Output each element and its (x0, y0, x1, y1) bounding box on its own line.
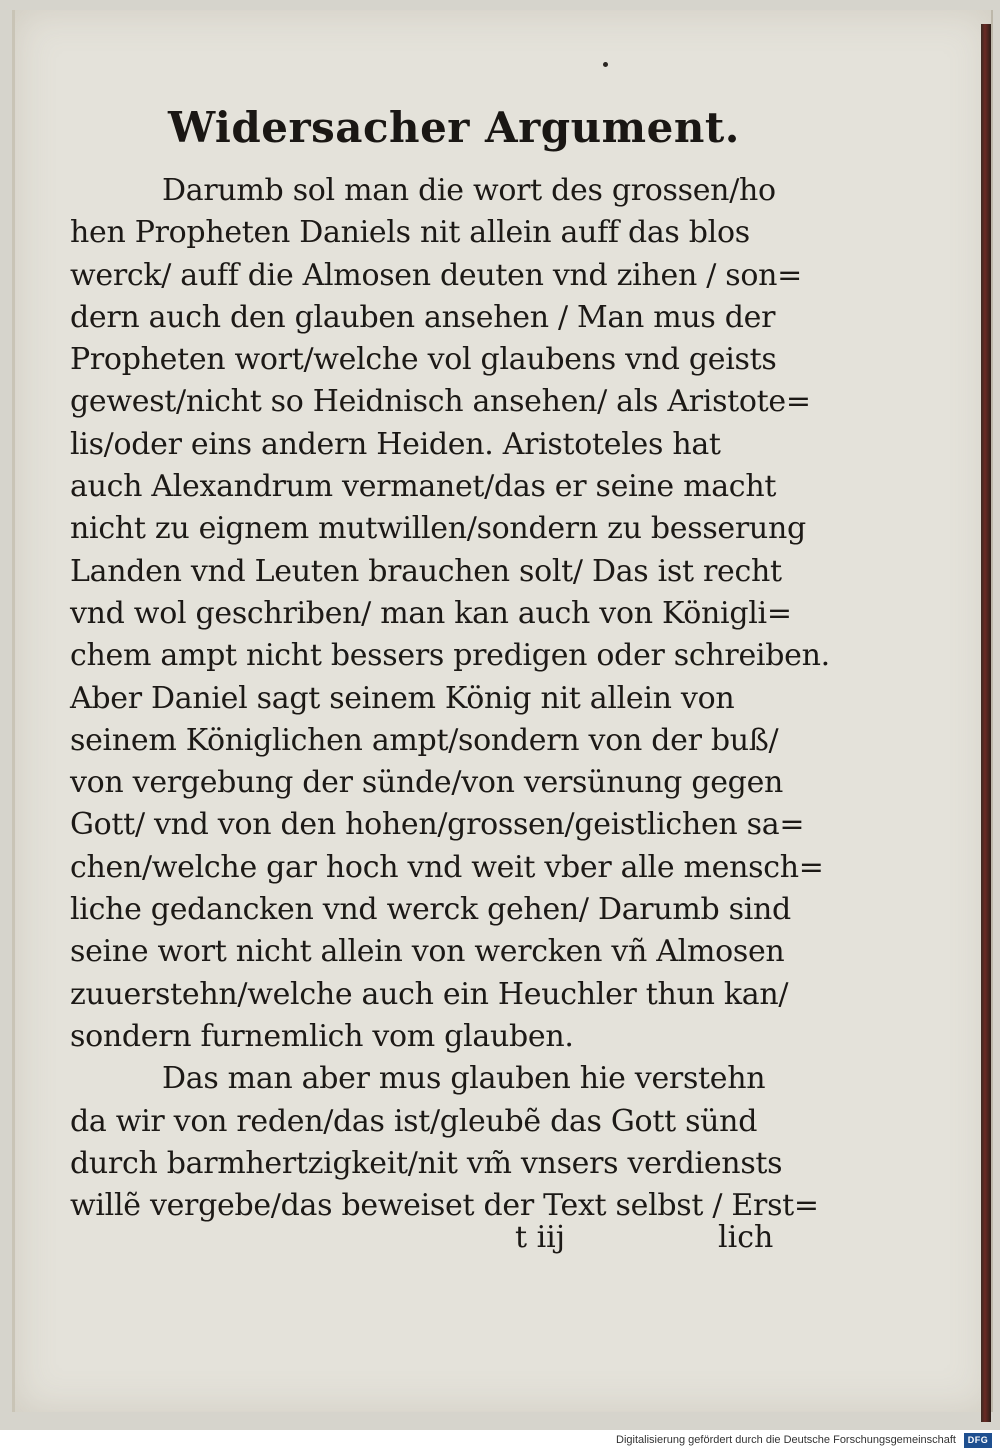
funding-notice: Digitalisierung gefördert durch die Deutsche Forschungsgemeinschaft (616, 1434, 956, 1446)
text-line: zuuerstehn/welche auch ein Heuchler thun kan/ (70, 976, 789, 1012)
dfg-logo: DFG (964, 1433, 992, 1448)
text-line: Das man aber mus glauben hie verstehn (162, 1061, 766, 1097)
body-text (70, 170, 830, 1227)
text-line: Darumb sol man die wort des grossen/ho (162, 173, 776, 208)
text-line: Gott/ vnd von den hohen/grossen/geistlichen sa= (70, 807, 805, 843)
text-line: hen Propheten Daniels nit allein auff das blos (70, 215, 750, 251)
page-heading: Widersacher Argument. (168, 103, 740, 152)
text-line: sondern furnemlich vom glauben. (70, 1018, 574, 1054)
text-line: auch Alexandrum vermanet/das er seine macht (70, 469, 777, 505)
text-line: seine wort nicht allein von wercken vñ Almosen (70, 934, 785, 970)
signature-mark: t iij (515, 1220, 566, 1255)
page-footer-marks (0, 1220, 1000, 1264)
page-edge-binding (981, 24, 991, 1422)
text-line: Landen vnd Leuten brauchen solt/ Das ist recht (70, 553, 782, 589)
text-line: vnd wol geschriben/ man kan auch von Königli= (70, 595, 792, 631)
text-line: werck/ auff die Almosen deuten vnd zihen / son= (70, 257, 802, 293)
digitization-footer (0, 1430, 1000, 1453)
text-line: Aber Daniel sagt seinem König nit allein von (70, 680, 735, 716)
text-line: gewest/nicht so Heidnisch ansehen/ als Aristote= (70, 384, 811, 420)
text-line: liche gedancken vnd werck gehen/ Darumb sind (70, 892, 791, 928)
text-line: willẽ vergebe/das beweiset der Text selbst / Erst= (70, 1188, 819, 1224)
text-line: seinem Königlichen ampt/sondern von der buß/ (70, 722, 779, 758)
text-line: von vergebung der sünde/von versünung gegen (70, 765, 784, 801)
text-line: da wir von reden/das ist/gleubẽ das Gott sünd (70, 1103, 758, 1139)
text-line: lis/oder eins andern Heiden. Aristoteles hat (70, 426, 721, 462)
ink-mark (603, 62, 608, 67)
catchword: lich (718, 1220, 774, 1255)
text-line: dern auch den glauben ansehen / Man mus der (70, 299, 776, 335)
text-line: chen/welche gar hoch vnd weit vber alle mensch= (70, 849, 824, 885)
text-line: Propheten wort/welche vol glaubens vnd geists (70, 342, 777, 378)
text-line: nicht zu eignem mutwillen/sondern zu besserung (70, 511, 806, 547)
text-line: durch barmhertzigkeit/nit vm̃ vnsers verdiensts (70, 1145, 783, 1181)
text-line: chem ampt nicht bessers predigen oder schreiben. (70, 638, 830, 674)
